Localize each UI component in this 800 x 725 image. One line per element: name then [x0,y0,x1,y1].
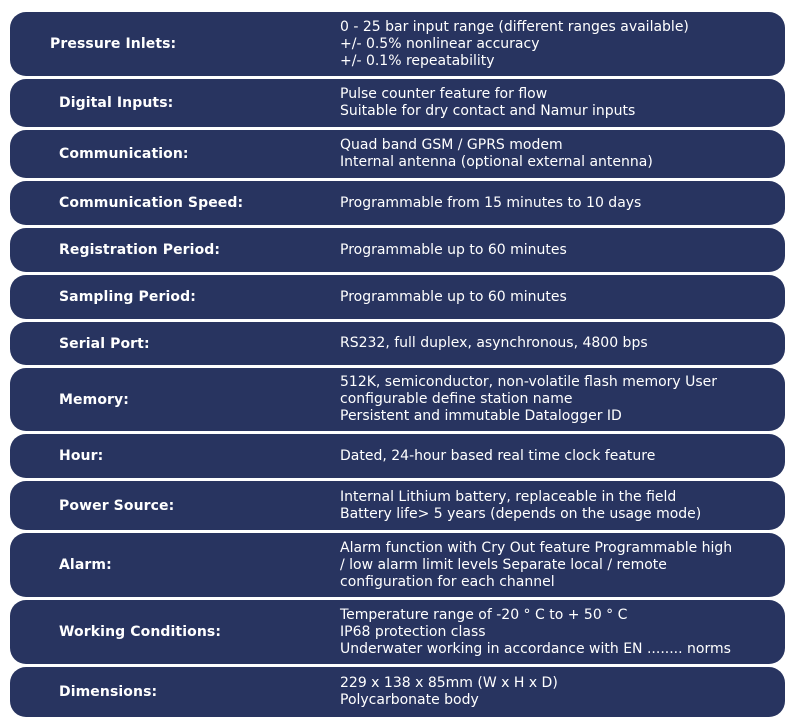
spec-value-line: +/- 0.5% nonlinear accuracy [340,36,540,52]
spec-value [340,607,780,658]
spec-label: Power Source: [59,498,175,514]
spec-label: Communication Speed: [59,195,244,211]
spec-label: Working Conditions: [59,624,222,640]
spec-value [340,289,780,306]
spec-value [340,540,780,591]
spec-row [10,667,785,717]
spec-value-line: / low alarm limit levels Separate local / remote [340,557,667,573]
spec-value-line: Suitable for dry contact and Namur inputs [340,103,636,119]
spec-value-line: RS232, full duplex, asynchronous, 4800 bps [340,335,648,351]
spec-value [340,335,780,352]
spec-label: Serial Port: [59,336,150,352]
spec-value-line: Programmable from 15 minutes to 10 days [340,195,642,211]
spec-row [10,368,785,431]
spec-row [10,12,785,76]
spec-value-line: 229 x 138 x 85mm (W x H x D) [340,675,558,691]
spec-value-line: Internal Lithium battery, replaceable in the field [340,489,677,505]
spec-row [10,130,785,178]
spec-value-line: Internal antenna (optional external antenna) [340,154,653,170]
spec-value-line: Quad band GSM / GPRS modem [340,137,563,153]
spec-value [340,19,780,70]
spec-value-line: Alarm function with Cry Out feature Programmable high [340,540,733,556]
spec-value [340,195,780,212]
spec-row [10,79,785,127]
spec-row [10,600,785,664]
spec-row [10,322,785,365]
spec-value-line: Pulse counter feature for flow [340,86,548,102]
spec-label: Digital Inputs: [59,95,174,111]
spec-value-line: Underwater working in accordance with EN ........ norms [340,641,731,657]
spec-value-line: Temperature range of -20 ° C to + 50 ° C [340,607,628,623]
spec-label: Registration Period: [59,242,221,258]
spec-label: Communication: [59,146,189,162]
spec-label: Alarm: [59,557,112,573]
spec-value-line: Programmable up to 60 minutes [340,242,567,258]
spec-row [10,533,785,597]
spec-row [10,228,785,272]
spec-value-line: Persistent and immutable Datalogger ID [340,408,622,424]
spec-value-line: configurable define station name [340,391,573,407]
spec-value-line: Programmable up to 60 minutes [340,289,567,305]
spec-value [340,675,780,709]
spec-value-line: Dated, 24-hour based real time clock feature [340,448,656,464]
spec-value [340,137,780,171]
spec-value [340,374,780,425]
spec-value-line: +/- 0.1% repeatability [340,53,495,69]
spec-value-line: 0 - 25 bar input range (different ranges available) [340,19,689,35]
spec-label: Dimensions: [59,684,158,700]
spec-value [340,489,780,523]
spec-value-line: Battery life> 5 years (depends on the usage mode) [340,506,702,522]
spec-value [340,448,780,465]
spec-value [340,242,780,259]
spec-value [340,86,780,120]
spec-value-line: IP68 protection class [340,624,486,640]
spec-value-line: 512K, semiconductor, non-volatile flash memory User [340,374,718,390]
spec-row [10,434,785,478]
spec-row [10,275,785,319]
spec-label: Sampling Period: [59,289,196,305]
spec-value-line: configuration for each channel [340,574,555,590]
spec-row [10,481,785,530]
spec-row [10,181,785,225]
spec-label: Pressure Inlets: [50,36,177,52]
spec-label: Memory: [59,392,129,408]
spec-label: Hour: [59,448,104,464]
spec-value-line: Polycarbonate body [340,692,479,708]
